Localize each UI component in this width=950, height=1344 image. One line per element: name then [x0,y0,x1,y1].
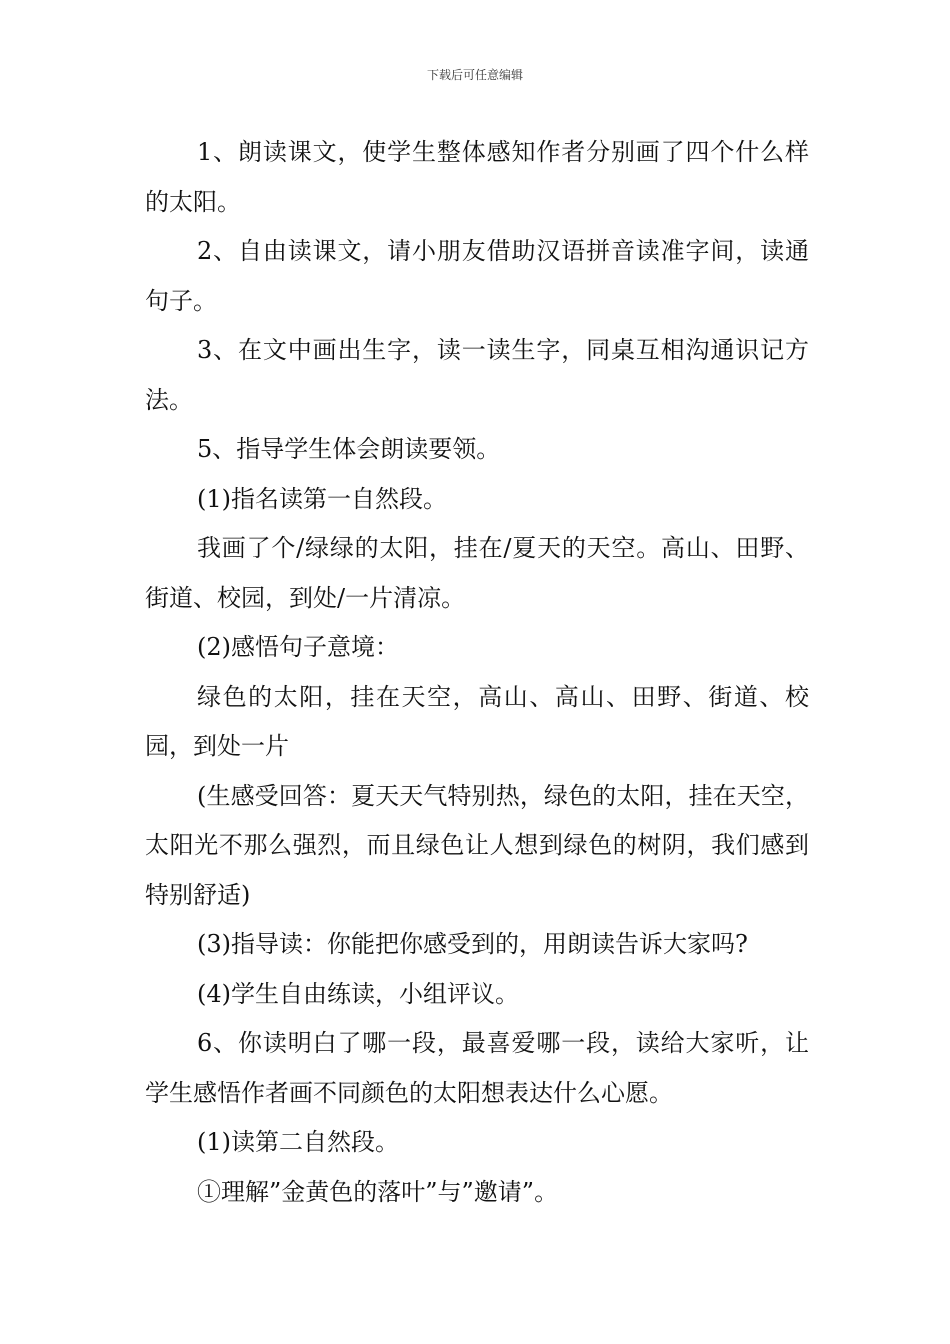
paragraph-step-1: 1、朗读课文，使学生整体感知作者分别画了四个什么样的太阳。 [145,138,809,216]
paragraph-sub-3: (3)指导读：你能把你感受到的，用朗读告诉大家吗? [197,930,748,958]
paragraph-step-3: 3、在文中画出生字，读一读生字，同桌互相沟通识记方法。 [145,336,809,414]
paragraph-step-6: 6、你读明白了哪一段，最喜爱哪一段，读给大家听，让学生感悟作者画不同颜色的太阳想表达什么心愿。 [145,1029,809,1107]
paragraph-sub-4: (4)学生自由练读，小组评议。 [197,979,519,1008]
document-body [145,128,809,1217]
paragraph-sub-6-1-a: ①理解”金黄色的落叶”与”邀请”。 [197,1177,559,1206]
paragraph-sub-6-1: (1)读第二自然段。 [197,1128,399,1156]
paragraph-reading-text: 我画了个/绿绿的太阳，挂在/夏天的天空。高山、田野、街道、校园，到处/一片清凉。 [145,534,809,612]
paragraph-student-answer: (生感受回答：夏天天气特别热，绿色的太阳，挂在天空，太阳光不那么强烈，而且绿色让人想到绿色的树阴，我们感到特别舒适) [145,781,809,909]
paragraph-step-5: 5、指导学生体会朗读要领。 [197,435,501,463]
paragraph-sub-1: (1)指名读第一自然段。 [197,484,447,513]
paragraph-sentence: 绿色的太阳，挂在天空，高山、高山、田野、街道、校园，到处一片 [145,682,809,760]
paragraph-step-2: 2、自由读课文，请小朋友借助汉语拼音读准字间，读通句子。 [145,237,809,315]
page-header-note: 下载后可任意编辑 [426,68,523,82]
paragraph-sub-2: (2)感悟句子意境： [197,633,399,661]
